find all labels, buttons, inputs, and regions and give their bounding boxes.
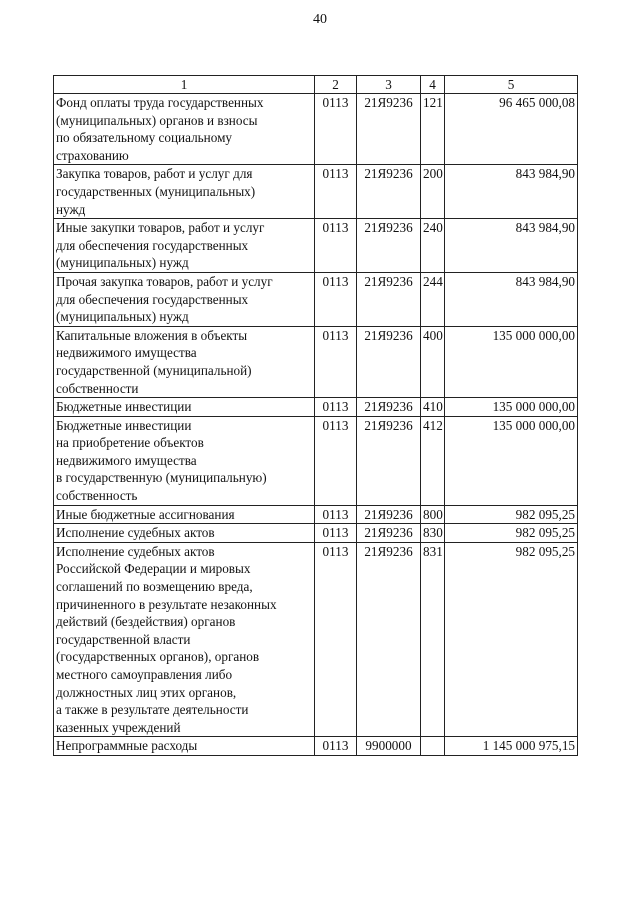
page-number: 40 [313,12,327,27]
target-article-cell: 21Я9236 [357,94,421,165]
expense-name-cell: Исполнение судебных актов [54,524,315,543]
expense-name-cell: Фонд оплаты труда государственных (муниципальных) органов и взносы по обязательному социальному страхованию [54,94,315,165]
target-article-cell: 21Я9236 [357,524,421,543]
expense-name-cell: Иные бюджетные ассигнования [54,505,315,524]
budget-table [53,75,578,756]
section-code-cell: 0113 [315,398,357,417]
expense-name-cell: Закупка товаров, работ и услуг для государственных (муниципальных) нужд [54,165,315,219]
table-row [54,737,578,756]
column-header-4: 4 [421,76,445,94]
section-code-cell: 0113 [315,165,357,219]
section-code-cell: 0113 [315,219,357,273]
amount-cell: 843 984,90 [445,165,578,219]
expense-type-cell: 410 [421,398,445,417]
amount-cell: 1 145 000 975,15 [445,737,578,756]
expense-name-cell: Исполнение судебных актов Российской Федерации и мировых соглашений по возмещению вреда, причиненного в результате незаконных действий (бездействия) органов государственной власти (государственных органов), органов местного самоуправления либо должностных лиц этих органов, а также в результате деятельности казенных учреждений [54,542,315,737]
table-header-row [54,76,578,94]
expense-type-cell: 400 [421,326,445,397]
expense-type-cell: 244 [421,272,445,326]
expense-name-cell: Капитальные вложения в объекты недвижимого имущества государственной (муниципальной) собственности [54,326,315,397]
expense-type-cell: 831 [421,542,445,737]
expense-name-cell: Бюджетные инвестиции на приобретение объектов недвижимого имущества в государственную (муниципальную) собственность [54,416,315,505]
column-header-1: 1 [54,76,315,94]
expense-type-cell [421,737,445,756]
expense-type-cell: 412 [421,416,445,505]
target-article-cell: 21Я9236 [357,505,421,524]
section-code-cell: 0113 [315,542,357,737]
table-row [54,398,578,417]
target-article-cell: 9900000 [357,737,421,756]
target-article-cell: 21Я9236 [357,398,421,417]
section-code-cell: 0113 [315,272,357,326]
target-article-cell: 21Я9236 [357,165,421,219]
amount-cell: 982 095,25 [445,524,578,543]
table-row [54,165,578,219]
amount-cell: 135 000 000,00 [445,398,578,417]
expense-type-cell: 830 [421,524,445,543]
amount-cell: 843 984,90 [445,272,578,326]
amount-cell: 96 465 000,08 [445,94,578,165]
expense-name-cell: Бюджетные инвестиции [54,398,315,417]
amount-cell: 982 095,25 [445,505,578,524]
expense-type-cell: 240 [421,219,445,273]
expense-name-cell: Непрограммные расходы [54,737,315,756]
table-row [54,524,578,543]
column-header-3: 3 [357,76,421,94]
table-row [54,416,578,505]
expense-name-cell: Прочая закупка товаров, работ и услуг для обеспечения государственных (муниципальных) нужд [54,272,315,326]
column-header-2: 2 [315,76,357,94]
expense-name-cell: Иные закупки товаров, работ и услуг для обеспечения государственных (муниципальных) нужд [54,219,315,273]
amount-cell: 843 984,90 [445,219,578,273]
target-article-cell: 21Я9236 [357,326,421,397]
table-row [54,219,578,273]
section-code-cell: 0113 [315,737,357,756]
target-article-cell: 21Я9236 [357,272,421,326]
table-row [54,94,578,165]
column-header-5: 5 [445,76,578,94]
section-code-cell: 0113 [315,505,357,524]
expense-type-cell: 200 [421,165,445,219]
table-row [54,542,578,737]
section-code-cell: 0113 [315,94,357,165]
section-code-cell: 0113 [315,524,357,543]
table-row [54,326,578,397]
expense-type-cell: 800 [421,505,445,524]
table-row [54,505,578,524]
expense-type-cell: 121 [421,94,445,165]
target-article-cell: 21Я9236 [357,542,421,737]
section-code-cell: 0113 [315,326,357,397]
target-article-cell: 21Я9236 [357,416,421,505]
amount-cell: 135 000 000,00 [445,326,578,397]
amount-cell: 135 000 000,00 [445,416,578,505]
section-code-cell: 0113 [315,416,357,505]
table-row [54,272,578,326]
target-article-cell: 21Я9236 [357,219,421,273]
amount-cell: 982 095,25 [445,542,578,737]
